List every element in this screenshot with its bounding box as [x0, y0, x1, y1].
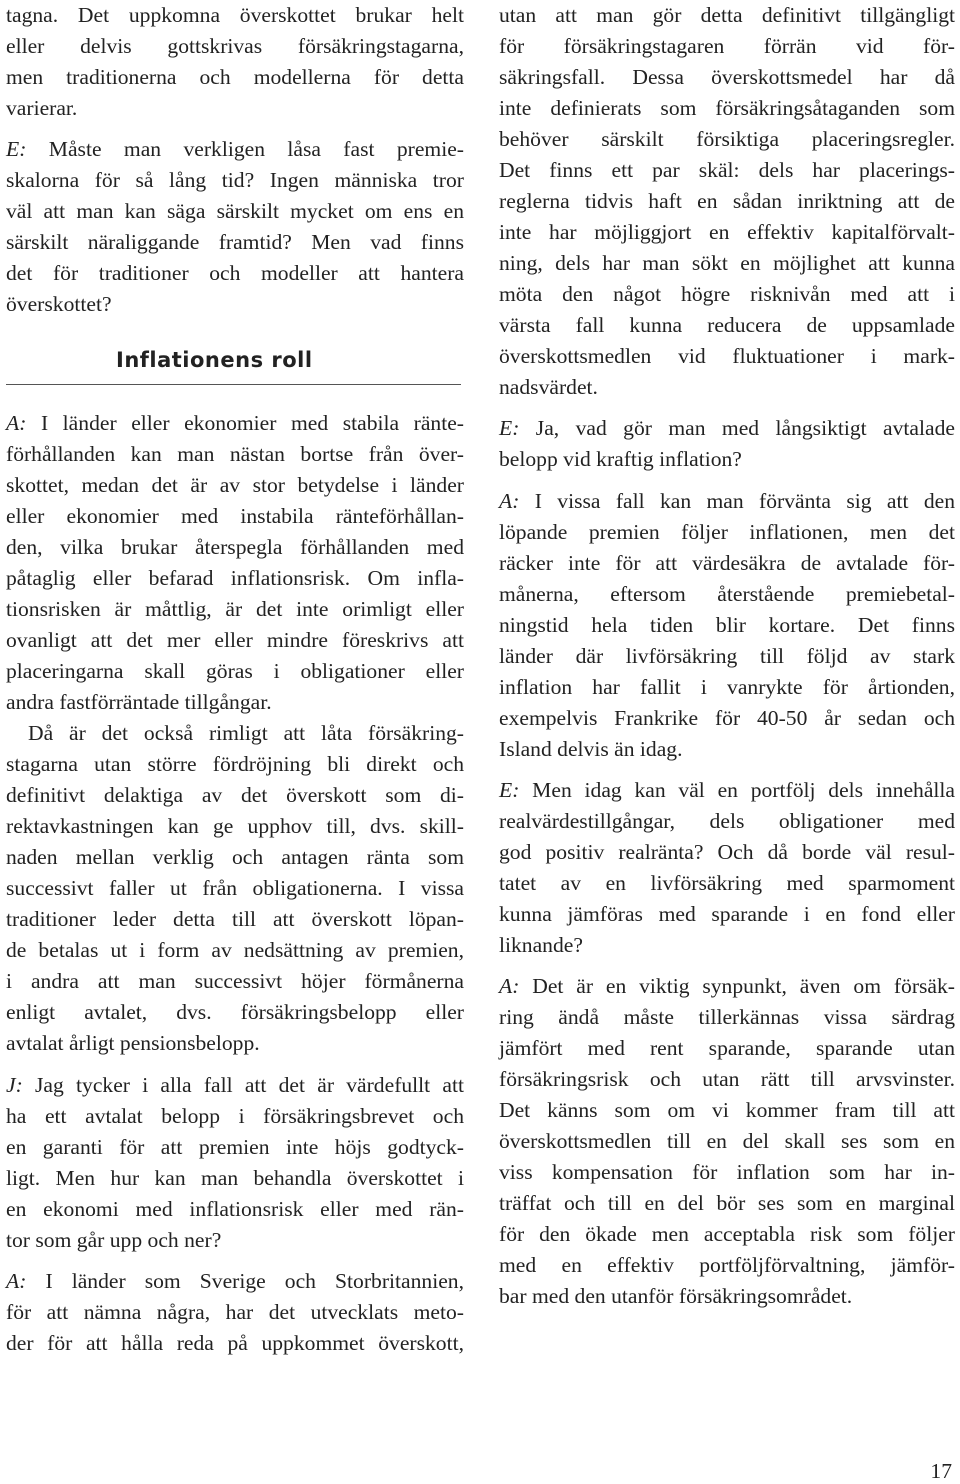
text-line: Det känns som om vi kommer fram till att [499, 1098, 955, 1122]
text-line: viss kompensation för inflation som har in- [499, 1160, 955, 1184]
text-span: Ja, vad gör man med långsiktigt avtalade [519, 416, 955, 440]
text-line: stagarna utan större fördröjning bli direkt och [6, 752, 464, 776]
text-line: nadsvärdet. [499, 375, 598, 399]
text-line: träffat och till en del bör ses som en marginal [499, 1191, 955, 1215]
text-line: eller delvis gottskrivas försäkringstagarna, [6, 34, 464, 58]
answer-line [6, 408, 464, 439]
text-line: särskilt näraliggande framtid? Men vad finns [6, 230, 464, 254]
speaker-label-a: A: [6, 1269, 27, 1293]
text-line: avtalat årligt pensionsbelopp. [6, 1031, 260, 1055]
text-line: god positiv realränta? Och då borde väl resul- [499, 840, 955, 864]
text-line: försäkringsrisk och utan rätt till arvsvinster. [499, 1067, 955, 1091]
text-line: värsta fall kunna reducera de uppsamlade [499, 313, 955, 337]
text-line: länder där livförsäkring till följd av stark [499, 644, 955, 668]
page-number: 17 [930, 1459, 952, 1483]
text-line: den, vilka brukar återspegla förhållanden med [6, 535, 464, 559]
text-line: en garanti för att premien inte höjs godtyck- [6, 1135, 464, 1159]
text-line: eller ekonomier med instabila ränteförhållan- [6, 504, 464, 528]
text-line: det för traditioner och modeller att hantera [6, 261, 464, 285]
text-line: inte definierats som försäkringsåtaganden som [499, 96, 955, 120]
text-span: I vissa fall kan man förvänta sig att den [519, 489, 955, 513]
text-line: bar med den utanför försäkringsområdet. [499, 1284, 853, 1308]
text-line: traditioner leder detta till att överskott löpan- [6, 907, 464, 931]
speaker-label-e: E: [499, 416, 520, 440]
text-line: tor som går upp och ner? [6, 1228, 222, 1252]
text-line: behöver särskilt försiktiga placeringsregler. [499, 127, 955, 151]
text-line: exempelvis Frankrike för 40-50 år sedan och [499, 706, 955, 730]
answer-line [499, 486, 955, 517]
text-line: varierar. [6, 96, 78, 120]
text-line: inflation har fallit i vanrykte för årtionden, [499, 675, 955, 699]
question-line [6, 134, 464, 165]
text-line: ha ett avtalat belopp i försäkringsbrevet och [6, 1104, 464, 1128]
text-line: förhållanden kan man nästan bortse från över- [6, 442, 464, 466]
text-line: överskottet? [6, 292, 112, 316]
speaker-label-j: J: [6, 1073, 23, 1097]
speaker-label-e: E: [499, 778, 520, 802]
text-line: naden mellan verklig och antagen ränta som [6, 845, 464, 869]
question-line [499, 413, 955, 444]
text-line: ningstid hela tiden blir kortare. Det finns [499, 613, 955, 637]
text-line: tatet av en livförsäkring med sparmoment [499, 871, 955, 895]
text-line: reglerna tidvis haft en sådan inriktning att de [499, 189, 955, 213]
text-line: ovanligt att det mer eller mindre föreskrivs att [6, 628, 464, 652]
text-line: med en effektiv portföljförvaltning, jämför- [499, 1253, 955, 1277]
text-line: utan att man gör detta definitivt tillgängligt [499, 3, 955, 27]
text-line: löpande premien följer inflationen, men det [499, 520, 955, 544]
text-line: Då är det också rimligt att låta försäkring- [28, 721, 464, 745]
text-line: skalorna för så lång tid? Ingen människa tror [6, 168, 464, 192]
text-line: Island delvis än idag. [499, 737, 683, 761]
text-line: ning, dels har man sökt en möjlighet att kunna [499, 251, 955, 275]
speaker-label-a: A: [499, 974, 520, 998]
text-line: rektavkastningen kan ge upphov till, dvs. skill- [6, 814, 464, 838]
text-line: räcker inte för att värdesäkra de avtalade för- [499, 551, 955, 575]
text-line: inte har möjliggjort en effektiv kapitalförvalt- [499, 220, 955, 244]
text-line: liknande? [499, 933, 583, 957]
text-line: månerna, eftersom återstående premiebetal- [499, 582, 955, 606]
text-line: väl att man kan säga särskilt mycket om ens en [6, 199, 464, 223]
text-line: definitivt delaktiga av det överskott som di- [6, 783, 464, 807]
text-line: placeringarna skall göras i obligationer eller [6, 659, 464, 683]
text-line: kunna jämföras med sparande i en fond eller [499, 902, 955, 926]
text-span: Måste man verkligen låsa fast premie- [26, 137, 464, 161]
text-line: men traditionerna och modellerna för detta [6, 65, 464, 89]
text-line: för försäkringstagaren förrän vid för- [499, 34, 955, 58]
speaker-label-a: A: [6, 411, 27, 435]
text-span: I länder eller ekonomier med stabila ränte- [26, 411, 464, 435]
text-line: en ekonomi med inflationsrisk eller med rän- [6, 1197, 464, 1221]
question-line [499, 775, 955, 806]
text-line: belopp vid kraftig inflation? [499, 447, 742, 471]
text-line: möta den något högre risknivån med att i [499, 282, 955, 306]
text-line: der för att hålla reda på uppkommet överskott, [6, 1331, 464, 1355]
speaker-label-a: A: [499, 489, 520, 513]
text-line: tionsrisken är måttlig, är det inte orimligt eller [6, 597, 464, 621]
answer-line [499, 971, 955, 1002]
answer-line [6, 1266, 464, 1297]
text-span: Men idag kan väl en portfölj dels innehålla [519, 778, 955, 802]
text-line: jämfört med rent sparande, sparande utan [499, 1036, 955, 1060]
text-line: ring ändå måste tillerkännas vissa särdrag [499, 1005, 955, 1029]
text-line: de betalas ut i form av nedsättning av premien, [6, 938, 464, 962]
text-span: Det är en viktig synpunkt, även om försäk- [519, 974, 955, 998]
comment-line [6, 1070, 464, 1101]
text-span: Jag tycker i alla fall att det är värdefullt att [22, 1073, 464, 1097]
text-line: för att nämna några, har det utvecklats meto- [6, 1300, 464, 1324]
text-line: enligt avtalet, dvs. försäkringsbelopp eller [6, 1000, 464, 1024]
text-line: realvärdestillgångar, dels obligationer med [499, 809, 955, 833]
section-heading: Inflationens roll [116, 348, 313, 372]
text-line: tagna. Det uppkomna överskottet brukar helt [6, 3, 464, 27]
text-line: överskottsmedlen vid fluktuationer i mark- [499, 344, 955, 368]
heading-rule [6, 384, 461, 385]
text-line: successivt faller ut från obligationerna. I vissa [6, 876, 464, 900]
text-line: ligt. Men hur kan man behandla överskottet i [6, 1166, 464, 1190]
text-line: påtaglig eller befarad inflationsrisk. Om infla- [6, 566, 464, 590]
text-line: i andra att man successivt höjer förmånerna [6, 969, 464, 993]
text-line: skottet, medan det är av stor betydelse i länder [6, 473, 464, 497]
speaker-label-e: E: [6, 137, 27, 161]
text-line: överskottsmedlen till en del skall ses som en [499, 1129, 955, 1153]
text-line: för den ökade men acceptabla risk som följer [499, 1222, 955, 1246]
text-line: Det finns ett par skäl: dels har placerings- [499, 158, 955, 182]
text-line: andra fastförräntade tillgångar. [6, 690, 272, 714]
text-line: säkringsfall. Dessa överskottsmedel har då [499, 65, 955, 89]
text-span: I länder som Sverige och Storbritannien, [26, 1269, 464, 1293]
